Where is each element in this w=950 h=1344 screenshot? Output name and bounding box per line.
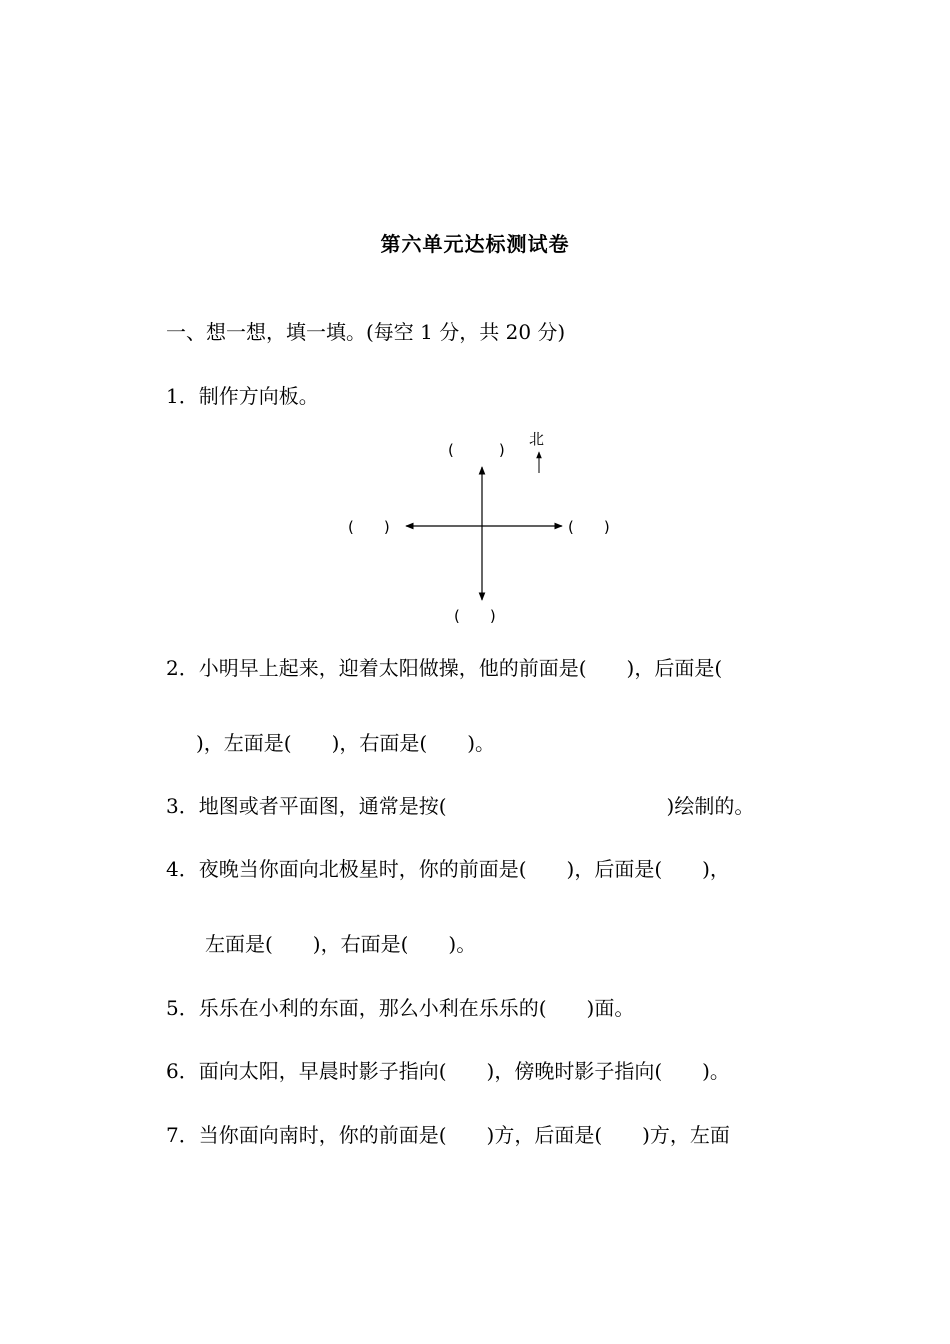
- question-2-line-1: 2．小明早上起来，迎着太阳做操，他的前面是( )，后面是(: [166, 656, 723, 680]
- question-6: 6．面向太阳，早晨时影子指向( )，傍晚时影子指向( )。: [166, 1059, 730, 1083]
- direction-board-diagram: [330, 425, 650, 635]
- section-heading: 一、想一想，填一填。(每空 1 分，共 20 分): [166, 320, 566, 344]
- page-title: 第六单元达标测试卷: [380, 232, 570, 256]
- question-4-line-2: 左面是( )，右面是( )。: [205, 932, 477, 956]
- question-2-line-2: )，左面是( )，右面是( )。: [196, 731, 496, 755]
- blank-right: ( ): [568, 518, 610, 536]
- blank-bottom: ( ): [454, 607, 496, 625]
- question-4-line-1: 4．夜晚当你面向北极星时，你的前面是( )，后面是( )，: [166, 857, 730, 881]
- question-1: 1．制作方向板。: [166, 384, 319, 408]
- blank-top: ( ): [448, 441, 505, 459]
- north-label: 北: [529, 430, 545, 448]
- question-5: 5．乐乐在小利的东面，那么小利在乐乐的( )面。: [166, 996, 635, 1020]
- question-3: 3．地图或者平面图，通常是按( )绘制的。: [166, 794, 755, 818]
- blank-left: ( ): [348, 518, 390, 536]
- question-7: 7．当你面向南时，你的前面是( )方，后面是( )方，左面: [166, 1123, 730, 1147]
